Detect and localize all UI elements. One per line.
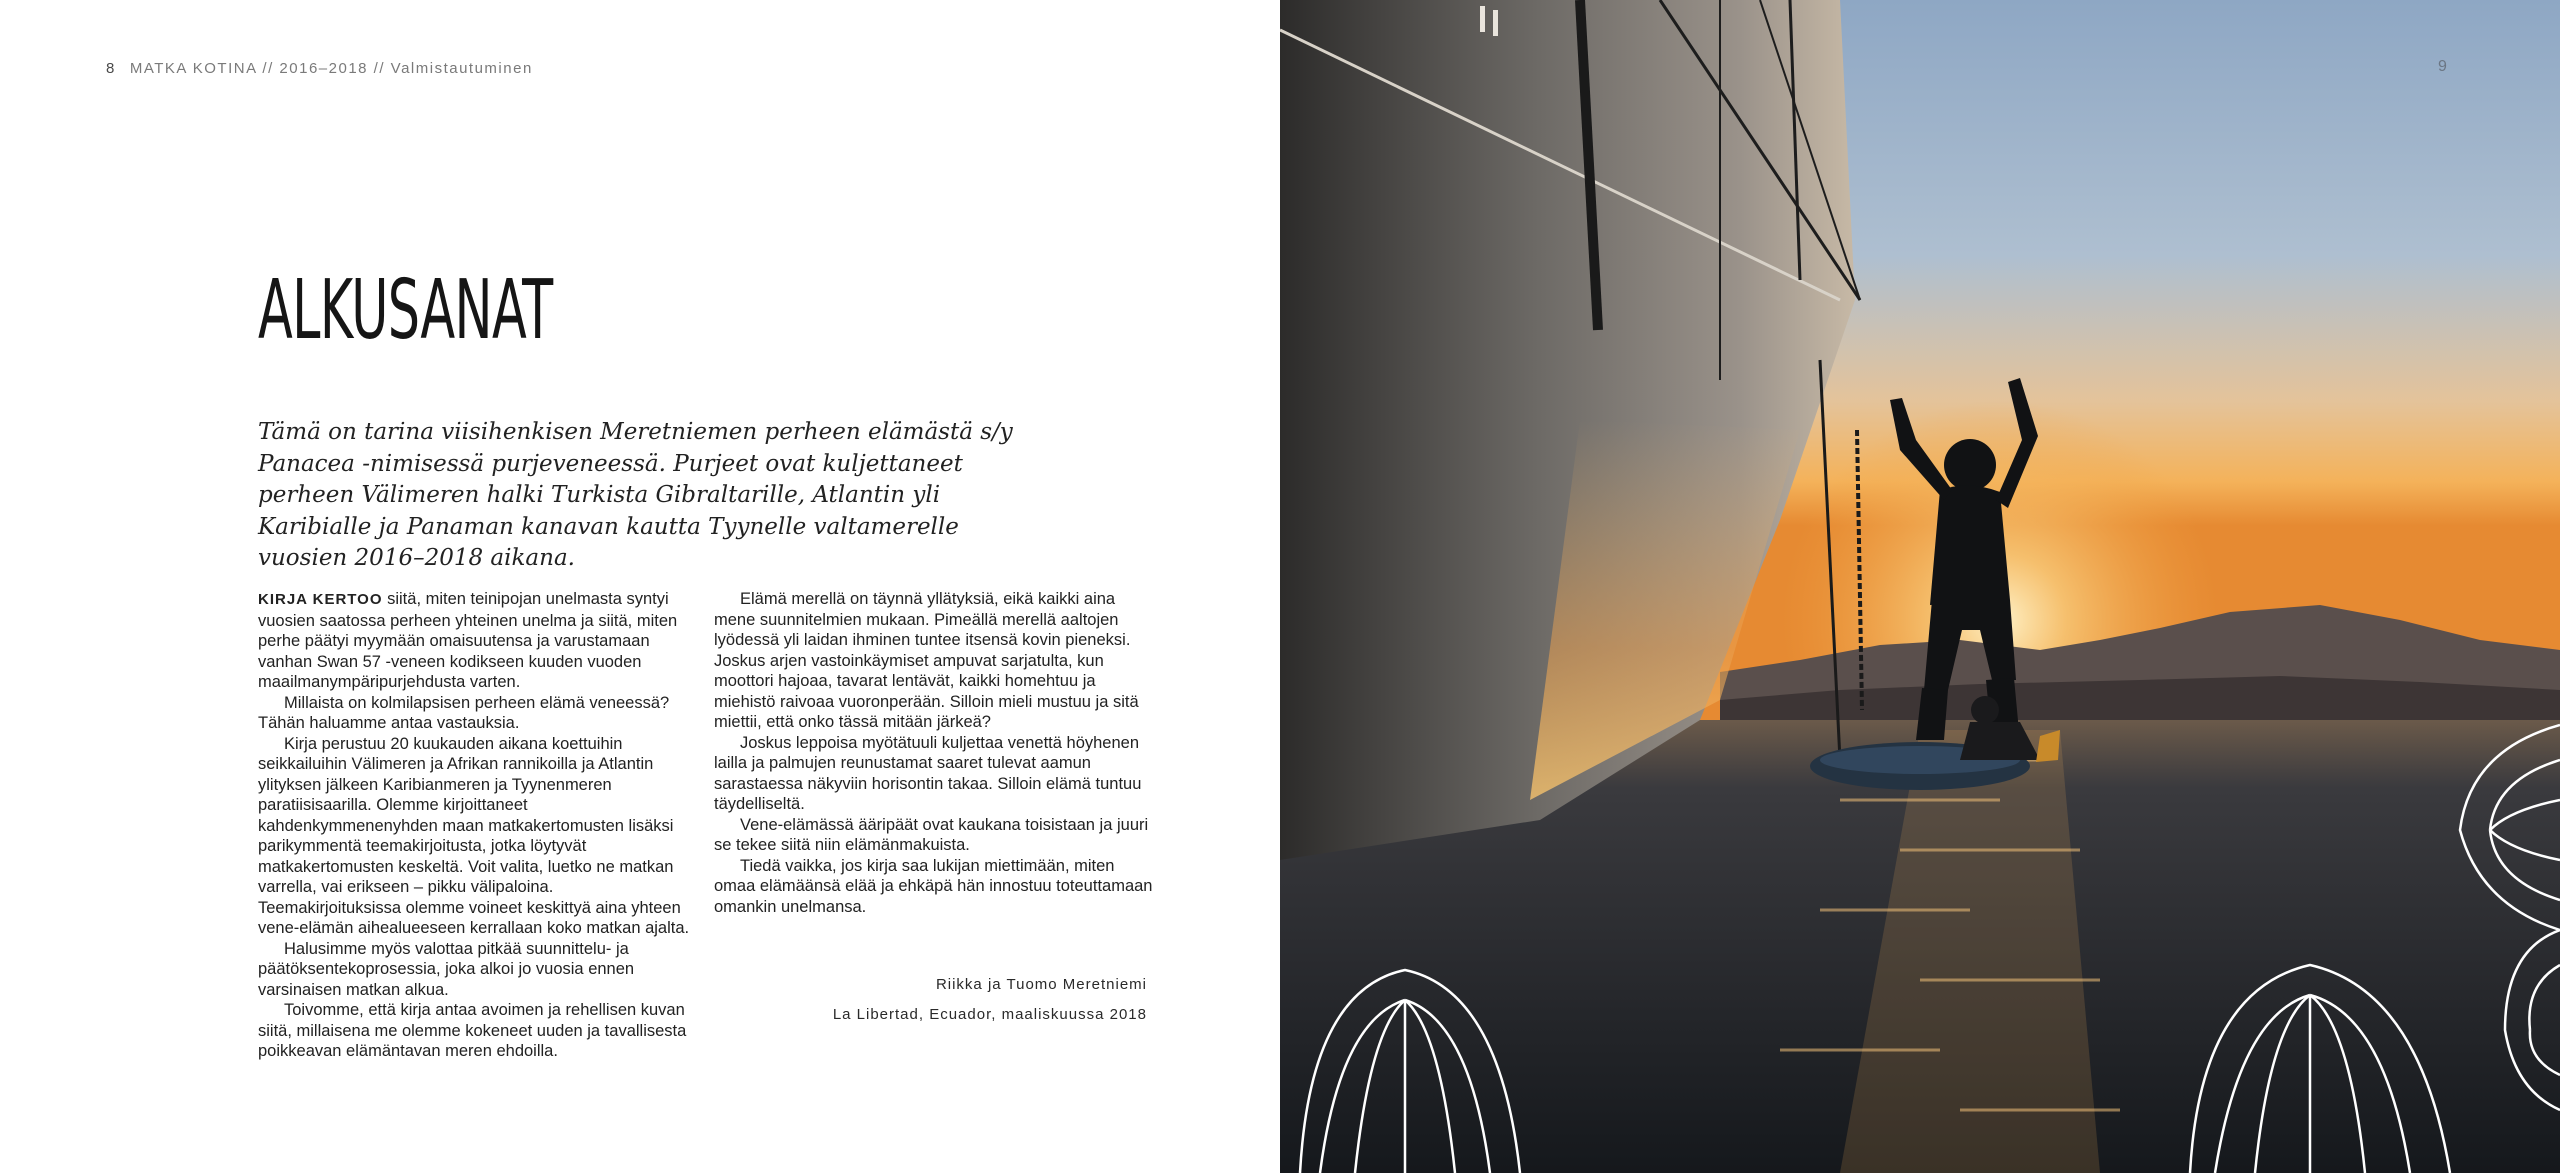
sailing-photo (1280, 0, 2560, 1173)
paragraph: Elämä merellä on täynnä yllätyksiä, eikä kaikki aina mene suunnitelmien mukaan. Pimeällä merellä aaltojen lyödessä yli laidan ihminen tuntee itsensä kovin pieneksi. Joskus arjen vastoinkäymiset ampuvat sarjatulta, kun moottori hajoaa, tavarat lentävät, kaikki homehtuu ja miehistö raivoaa vuoronperään. Silloin mieli mustuu ja sitä miettii, että onko tässä mitään järkeä? (714, 590, 1139, 731)
first-paragraph-rest: siitä, miten teinipojan unelmasta syntyi vuosien saatossa perheen yhteinen unelma ja siitä, miten perhe päätyi myymään omaisuutensa ja varustamaan vanhan Swan 57 -veneen kodikseen kuuden vuoden maailmanympäripurjehdusta varten. (258, 590, 678, 691)
signature (833, 970, 1147, 1030)
column1-first-paragraph (258, 589, 698, 693)
text-column-1 (258, 589, 698, 1062)
paragraph: Kirja perustuu 20 kuukauden aikana koettuihin seikkailuihin Välimeren ja Afrikan rannikoilla ja Atlantin ylityksen jälkeen Karibianmeren ja Tyynenmeren paratiisisaarilla. Olemme kirjoittaneet kahdenkymmenenyhden maan matkakertomusten lisäksi parikymmentä teemakirjoitusta, jotka löytyvät matkakertomusten keskeltä. Voit valita, luetko ne matkan varrella, vai erikseen – pikku välipaloina. Teemakirjoituksissa olemme voineet keskittyä aina yhteen vene-elämän aihealueeseen kerrallaan koko matkan ajalta. (258, 734, 690, 937)
paragraph: Toivomme, että kirja antaa avoimen ja rehellisen kuvan siitä, millaisena me olemme kokeneet uuden ja tavallisesta poikkeavan elämäntavan meren ehdoilla. (258, 1001, 687, 1060)
paragraph: Halusimme myös valottaa pitkää suunnittelu- ja päätöksentekoprosessia, joka alkoi jo vuosia ennen varsinaisen matkan alkua. (258, 939, 635, 999)
running-head (106, 60, 533, 77)
paragraph: Millaista on kolmilapsisen perheen elämä veneessä? Tähän haluamme antaa vastauksia. (258, 693, 670, 732)
text-column-2 (714, 589, 1154, 917)
page-number-right: 9 (2438, 58, 2448, 75)
photo-illustration (1280, 0, 2560, 1173)
paragraph: Tiedä vaikka, jos kirja saa lukijan miettimään, miten omaa elämäänsä elää ja ehkäpä hän innostuu toteuttamaan omankin unelmansa. (714, 856, 1153, 916)
lead-in-caps: KIRJA KERTOO (258, 591, 383, 608)
signature-place-date: La Libertad, Ecuador, maaliskuussa 2018 (832, 1006, 1147, 1023)
paragraph: Vene-elämässä ääripäät ovat kaukana toisistaan ja juuri se tekee siitä niin elämänmakuista. (714, 815, 1149, 854)
running-head-text: MATKA KOTINA // 2016–2018 // Valmistautuminen (129, 60, 533, 77)
paragraph: Joskus leppoisa myötätuuli kuljettaa venettä höyhenen lailla ja palmujen reunustamat saaret tulevat aamun sarastaessa näkyviin horisontin takaa. Silloin elämä tuntuu täydelliseltä. (714, 733, 1142, 813)
lead-paragraph: Tämä on tarina viisihenkisen Meretniemen perheen elämästä s/y Panacea -nimisessä purjeveneessä. Purjeet ovat kuljettaneet perheen Välimeren halki Turkista Gibraltarille, Atlantin yli Karibialle ja Panaman kanavan kautta Tyynelle valtamerelle vuosien 2016–2018 aikana. (258, 419, 1013, 571)
page-number-left: 8 (106, 60, 116, 77)
signature-names: Riikka ja Tuomo Meretniemi (935, 976, 1147, 993)
page-title: ALKUSANAT (258, 263, 553, 358)
